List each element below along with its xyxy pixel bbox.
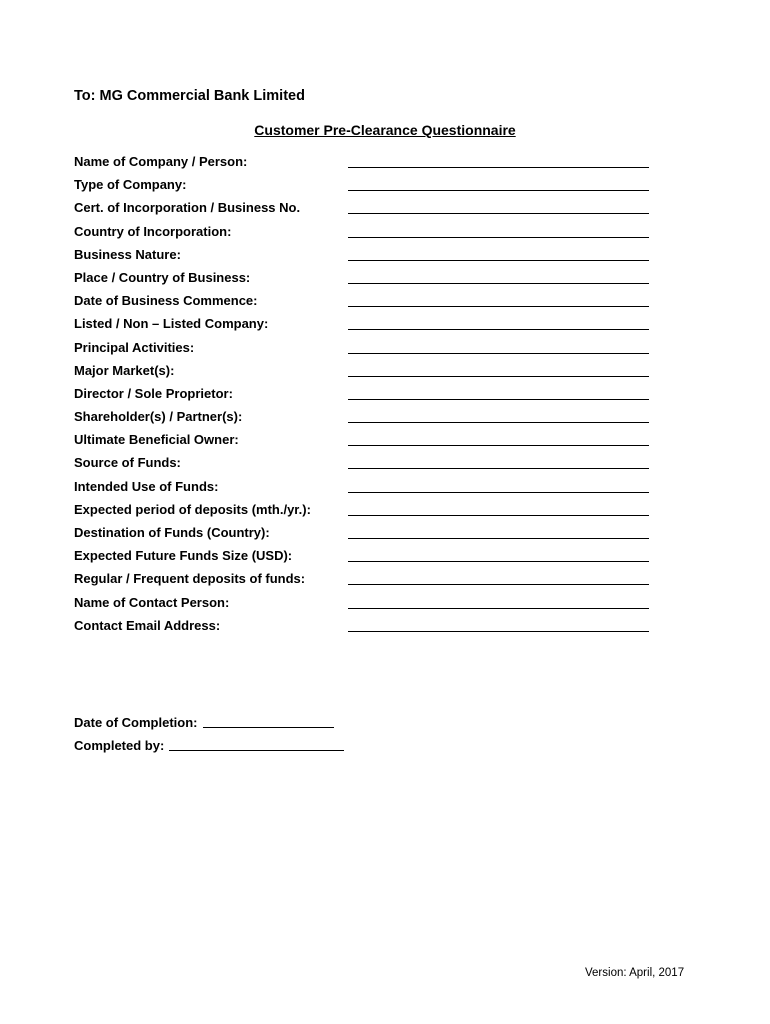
- field-row-contact-person: [74, 595, 654, 618]
- listed-status-blank[interactable]: [348, 329, 649, 330]
- source-of-funds-blank[interactable]: [348, 468, 649, 469]
- field-row-business-commence-date: [74, 293, 654, 316]
- completion-date-row: [74, 708, 344, 731]
- principal-activities-blank[interactable]: [348, 353, 649, 354]
- field-row-principal-activities: [74, 340, 654, 363]
- intended-use-blank[interactable]: [348, 492, 649, 493]
- business-nature-blank[interactable]: [348, 260, 649, 261]
- field-row-contact-email: [74, 618, 654, 641]
- contact-person-blank[interactable]: [348, 608, 649, 609]
- field-label: Expected period of deposits (mth./yr.):: [74, 501, 311, 517]
- funds-destination-blank[interactable]: [348, 538, 649, 539]
- completion-date-blank[interactable]: [203, 727, 334, 728]
- country-incorporation-blank[interactable]: [348, 237, 649, 238]
- form-title: Customer Pre-Clearance Questionnaire: [254, 122, 516, 138]
- field-label: Major Market(s):: [74, 362, 175, 378]
- company-type-blank[interactable]: [348, 190, 649, 191]
- business-commence-date-blank[interactable]: [348, 306, 649, 307]
- completed-by-label: Completed by:: [74, 738, 165, 753]
- completion-section: [74, 708, 344, 754]
- field-row-company-type: [74, 177, 654, 200]
- field-row-funds-destination: [74, 525, 654, 548]
- field-row-funds-size: [74, 548, 654, 571]
- field-label: Director / Sole Proprietor:: [74, 385, 233, 401]
- completion-date-label: Date of Completion:: [74, 715, 198, 730]
- shareholders-blank[interactable]: [348, 422, 649, 423]
- completed-by-row: [74, 731, 344, 754]
- field-label: Country of Incorporation:: [74, 223, 232, 239]
- addressee-line: To: MG Commercial Bank Limited: [74, 88, 305, 104]
- field-label: Listed / Non – Listed Company:: [74, 316, 269, 332]
- field-label: Name of Company / Person:: [74, 154, 248, 169]
- field-label: Destination of Funds (Country):: [74, 525, 270, 540]
- field-label: Cert. of Incorporation / Business No.: [74, 200, 301, 216]
- completed-by-blank[interactable]: [169, 750, 344, 751]
- field-row-beneficial-owner: [74, 432, 654, 455]
- deposit-period-blank[interactable]: [348, 515, 649, 516]
- field-label: Ultimate Beneficial Owner:: [74, 432, 239, 448]
- field-label: Expected Future Funds Size (USD):: [74, 548, 293, 564]
- field-label: Source of Funds:: [74, 455, 181, 471]
- field-row-shareholders: [74, 409, 654, 432]
- company-name-blank[interactable]: [348, 167, 649, 168]
- cert-incorporation-blank[interactable]: [348, 213, 649, 214]
- field-label: Place / Country of Business:: [74, 269, 251, 285]
- field-label: Business Nature:: [74, 246, 181, 262]
- field-row-source-of-funds: [74, 455, 654, 478]
- director-blank[interactable]: [348, 399, 649, 400]
- field-row-deposit-period: [74, 502, 654, 525]
- field-label: Contact Email Address:: [74, 617, 221, 633]
- place-of-business-blank[interactable]: [348, 283, 649, 284]
- field-row-country-incorporation: [74, 224, 654, 247]
- contact-email-blank[interactable]: [348, 631, 649, 632]
- field-row-director: [74, 386, 654, 409]
- field-row-place-of-business: [74, 270, 654, 293]
- questionnaire-fields: [74, 154, 654, 641]
- field-row-regular-deposits: [74, 571, 654, 594]
- field-row-intended-use: [74, 479, 654, 502]
- field-row-cert-incorporation: [74, 200, 654, 223]
- field-label: Shareholder(s) / Partner(s):: [74, 409, 243, 425]
- field-row-company-name: [74, 154, 654, 177]
- field-label: Type of Company:: [74, 177, 187, 193]
- field-label: Intended Use of Funds:: [74, 478, 219, 494]
- field-label: Regular / Frequent deposits of funds:: [74, 571, 306, 587]
- field-label: Name of Contact Person:: [74, 594, 230, 610]
- version-footer: Version: April, 2017: [585, 967, 685, 979]
- field-row-listed-status: [74, 316, 654, 339]
- funds-size-blank[interactable]: [348, 561, 649, 562]
- regular-deposits-blank[interactable]: [348, 584, 649, 585]
- field-row-major-markets: [74, 363, 654, 386]
- beneficial-owner-blank[interactable]: [348, 445, 649, 446]
- major-markets-blank[interactable]: [348, 376, 649, 377]
- field-label: Date of Business Commence:: [74, 293, 258, 309]
- field-label: Principal Activities:: [74, 339, 195, 355]
- field-row-business-nature: [74, 247, 654, 270]
